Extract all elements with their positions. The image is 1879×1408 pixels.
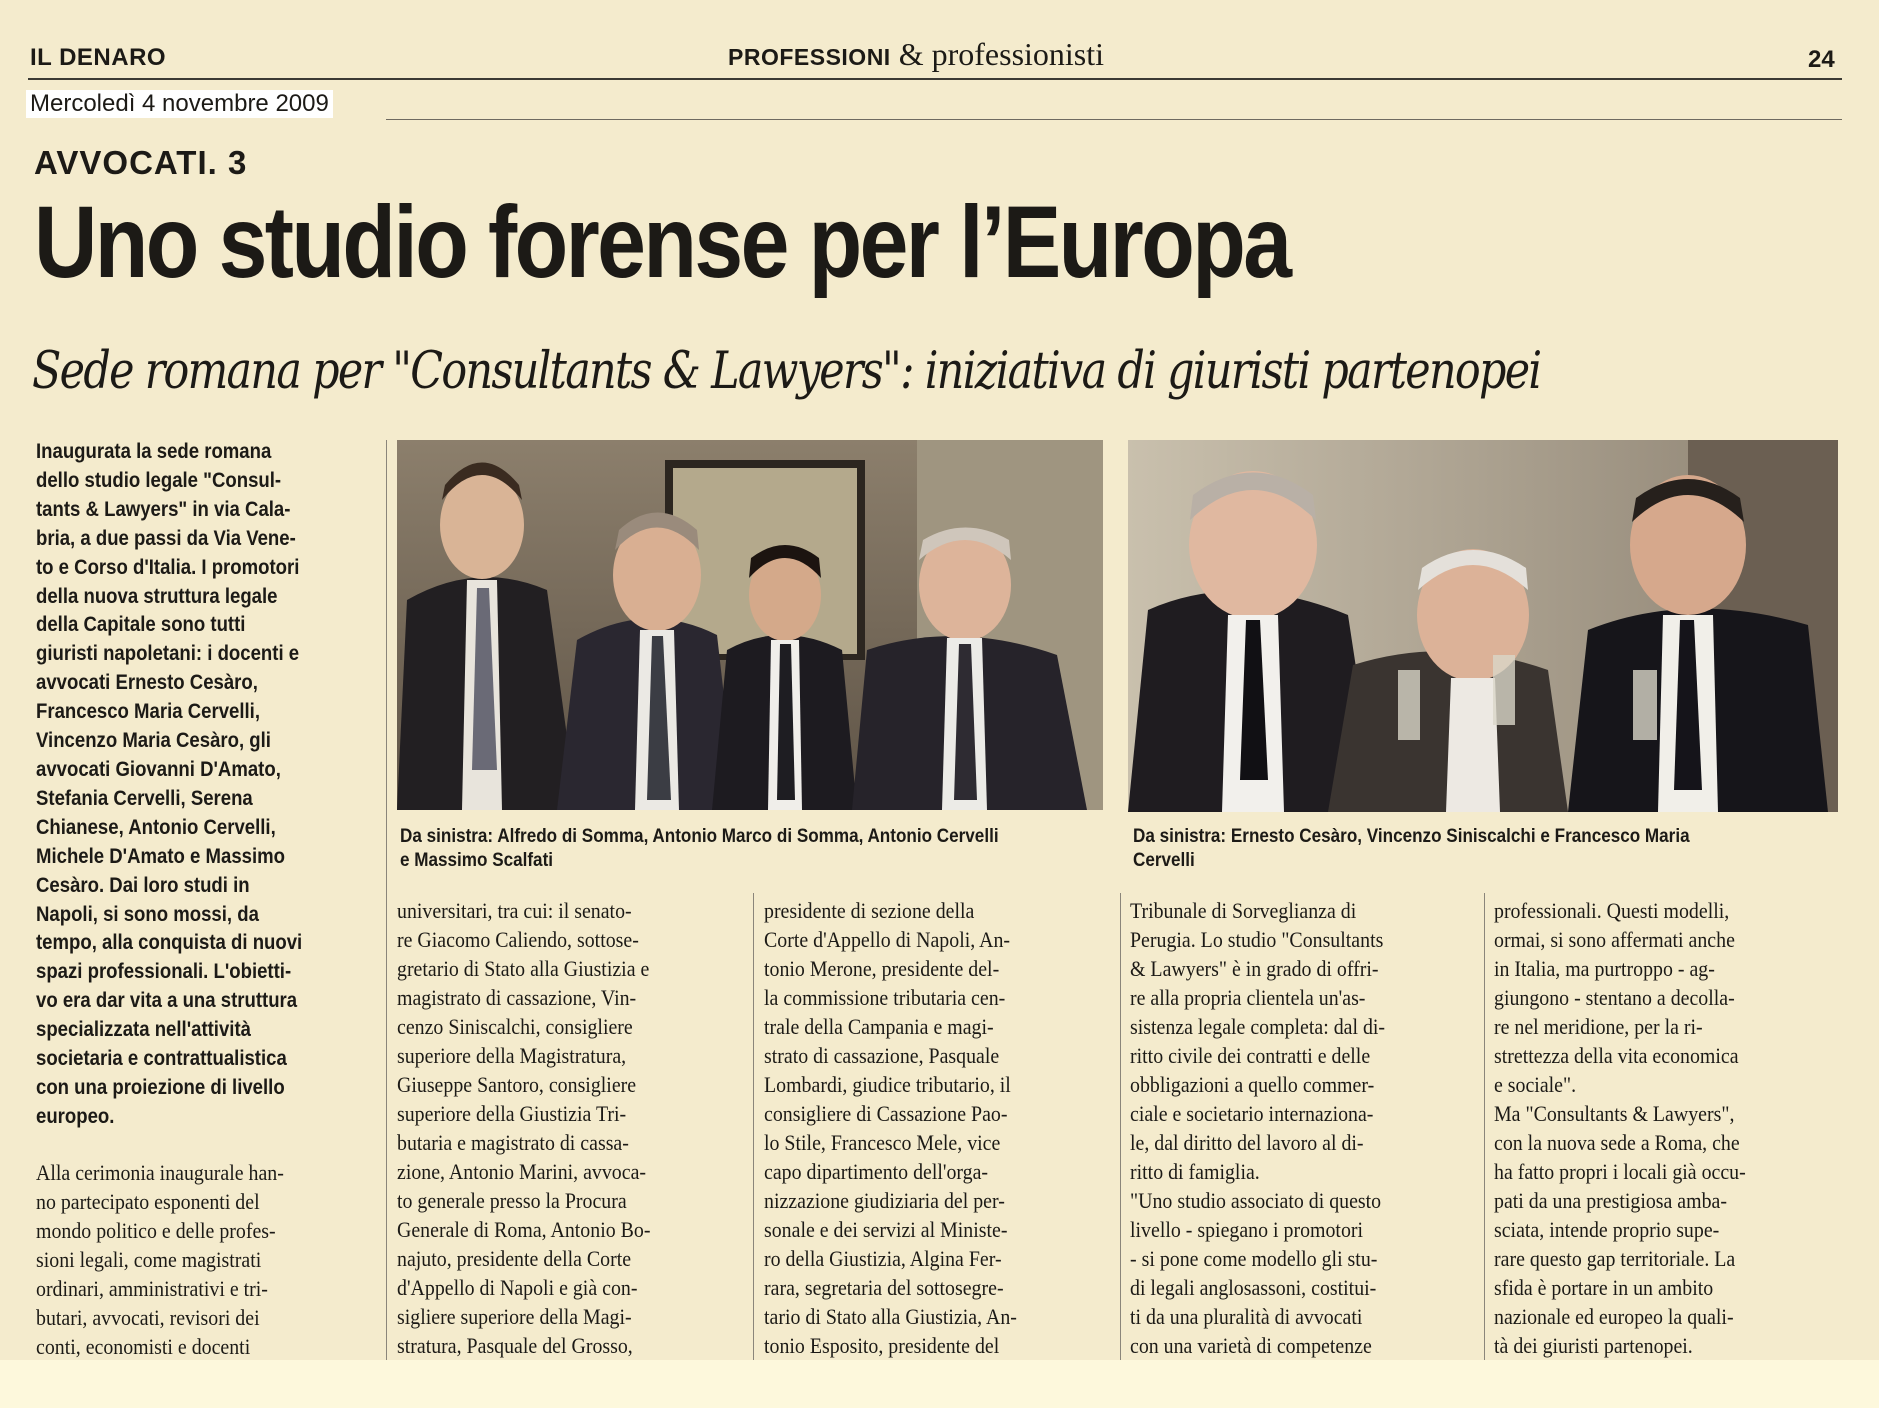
- text-line: - si pone come modello gli stu-: [1130, 1246, 1378, 1271]
- text-line: obbligazioni a quello commer-: [1130, 1072, 1375, 1097]
- text-line: presidente di sezione della: [764, 898, 975, 923]
- text-line: cenzo Siniscalchi, consigliere: [397, 1014, 633, 1039]
- text-line: strato di cassazione, Pasquale: [764, 1043, 1000, 1068]
- text-line: con la nuova sede a Roma, che: [1494, 1130, 1740, 1155]
- body-column-1: [36, 1158, 376, 1361]
- text-line: europeo.: [36, 1102, 115, 1128]
- caption-line: Da sinistra: Alfredo di Somma, Antonio Marco di Somma, Antonio Cervelli: [400, 826, 999, 847]
- text-line: superiore della Magistratura,: [397, 1043, 627, 1068]
- caption-line: Da sinistra: Ernesto Cesàro, Vincenzo Siniscalchi e Francesco Maria: [1133, 826, 1690, 847]
- text-line: sistenza legale completa: dal di-: [1130, 1014, 1386, 1039]
- text-line: butaria e magistrato di cassa-: [397, 1130, 629, 1155]
- body-column-2: [397, 896, 742, 1360]
- text-line: avvocati Giovanni D'Amato,: [36, 755, 281, 781]
- photo-caption-2: [1133, 825, 1843, 873]
- lead-paragraph: [36, 437, 376, 1131]
- text-line: d'Appello di Napoli e già con-: [397, 1275, 638, 1300]
- text-line: giuristi napoletani: i docenti e: [36, 640, 300, 666]
- text-line: Lombardi, giudice tributario, il: [764, 1072, 1011, 1097]
- text-line: mondo politico e delle profes-: [36, 1218, 276, 1243]
- text-line: spazi professionali. L'obietti-: [36, 958, 292, 984]
- text-line: tants & Lawyers" in via Cala-: [36, 495, 291, 521]
- text-line: la commissione tributaria cen-: [764, 985, 1006, 1010]
- text-line: ha fatto propri i locali già occu-: [1494, 1159, 1746, 1184]
- text-line: Perugia. Lo studio "Consultants: [1130, 927, 1384, 952]
- text-line: Stefania Cervelli, Serena: [36, 784, 253, 810]
- text-line: con una varietà di competenze: [1130, 1333, 1372, 1358]
- text-line: ormai, si sono affermati anche: [1494, 927, 1735, 952]
- text-line: Tribunale di Sorveglianza di: [1130, 898, 1357, 923]
- text-line: stratura, Pasquale del Grosso,: [397, 1333, 633, 1358]
- text-line: ciale e societario internaziona-: [1130, 1101, 1374, 1126]
- page-bottom-margin: [0, 1360, 1879, 1408]
- text-line: ro della Giustizia, Algina Fer-: [764, 1246, 1002, 1271]
- text-line: tario di Stato alla Giustizia, An-: [764, 1304, 1017, 1329]
- text-line: le, dal diritto del lavoro al di-: [1130, 1130, 1364, 1155]
- column-divider: [1120, 893, 1121, 1360]
- text-line: Ma "Consultants & Lawyers",: [1494, 1101, 1735, 1126]
- photo-group-1: [397, 440, 1103, 810]
- section-title: [728, 36, 1104, 73]
- text-line: tà dei giuristi partenopei.: [1494, 1333, 1693, 1358]
- text-line: butari, avvocati, revisori dei: [36, 1305, 260, 1330]
- text-line: Alla cerimonia inaugurale han-: [36, 1160, 284, 1185]
- text-line: sfida è portare in un ambito: [1494, 1275, 1714, 1300]
- text-line: nizzazione giudiziaria del per-: [764, 1188, 1005, 1213]
- text-line: livello - spiegano i promotori: [1130, 1217, 1364, 1242]
- caption-line: e Massimo Scalfati: [400, 850, 554, 871]
- text-line: avvocati Ernesto Cesàro,: [36, 669, 258, 695]
- text-line: gretario di Stato alla Giustizia e: [397, 956, 650, 981]
- text-line: specializzata nell'attività: [36, 1016, 251, 1042]
- text-line: rare questo gap territoriale. La: [1494, 1246, 1736, 1271]
- header-rule: [28, 78, 1842, 80]
- text-line: bria, a due passi da Via Vene-: [36, 524, 296, 550]
- text-line: di legali anglosassoni, costitui-: [1130, 1275, 1377, 1300]
- text-line: tempo, alla conquista di nuovi: [36, 929, 303, 955]
- text-line: sciata, intende proprio supe-: [1494, 1217, 1720, 1242]
- text-line: Napoli, si sono mossi, da: [36, 900, 259, 926]
- header-rule-secondary: [386, 119, 1842, 120]
- text-line: Corte d'Appello di Napoli, An-: [764, 927, 1011, 952]
- text-line: "Uno studio associato di questo: [1130, 1188, 1382, 1213]
- text-line: re nel meridione, per la ri-: [1494, 1014, 1703, 1039]
- text-line: to e Corso d'Italia. I promotori: [36, 553, 300, 579]
- text-line: zione, Antonio Marini, avvoca-: [397, 1159, 647, 1184]
- text-line: della Capitale sono tutti: [36, 611, 246, 637]
- column-divider: [1484, 893, 1485, 1360]
- text-line: sioni legali, come magistrati: [36, 1247, 262, 1272]
- text-line: in Italia, ma purtroppo - ag-: [1494, 956, 1715, 981]
- text-line: Francesco Maria Cervelli,: [36, 698, 261, 724]
- text-line: lo Stile, Francesco Mele, vice: [764, 1130, 1001, 1155]
- text-line: trale della Campania e magi-: [764, 1014, 994, 1039]
- photo-caption-1: [400, 825, 1120, 873]
- caption-line: Cervelli: [1133, 850, 1195, 871]
- text-line: ritto civile dei contratti e delle: [1130, 1043, 1371, 1068]
- section-title-bold: PROFESSIONI: [728, 44, 891, 70]
- article-headline: Uno studio forense per l’Europa: [34, 185, 1290, 299]
- text-line: Vincenzo Maria Cesàro, gli: [36, 727, 271, 753]
- text-line: Cesàro. Dai loro studi in: [36, 871, 250, 897]
- text-line: e sociale".: [1494, 1072, 1577, 1097]
- text-line: magistrato di cassazione, Vin-: [397, 985, 637, 1010]
- article-kicker: AVVOCATI. 3: [34, 144, 248, 181]
- section-title-rest: & professionisti: [890, 36, 1105, 72]
- text-line: re Giacomo Caliendo, sottose-: [397, 927, 639, 952]
- text-line: to generale presso la Procura: [397, 1188, 627, 1213]
- text-line: rara, segretaria del sottosegre-: [764, 1275, 1004, 1300]
- column-divider: [386, 440, 387, 1360]
- text-line: tonio Esposito, presidente del: [764, 1333, 1000, 1358]
- text-line: vo era dar vita a una struttura: [36, 987, 298, 1013]
- page-number: 24: [1808, 46, 1835, 73]
- text-line: Generale di Roma, Antonio Bo-: [397, 1217, 651, 1242]
- body-column-4: [1130, 896, 1475, 1360]
- text-line: ritto di famiglia.: [1130, 1159, 1260, 1184]
- text-line: capo dipartimento dell'orga-: [764, 1159, 989, 1184]
- text-line: sonale e dei servizi al Ministe-: [764, 1217, 1008, 1242]
- text-line: giungono - stentano a decolla-: [1494, 985, 1735, 1010]
- text-line: nazionale ed europeo la quali-: [1494, 1304, 1734, 1329]
- text-line: con una proiezione di livello: [36, 1073, 285, 1099]
- text-line: universitari, tra cui: il senato-: [397, 898, 632, 923]
- text-line: societaria e contrattualistica: [36, 1045, 287, 1071]
- text-line: superiore della Giustizia Tri-: [397, 1101, 627, 1126]
- text-line: della nuova struttura legale: [36, 582, 278, 608]
- text-line: Michele D'Amato e Massimo: [36, 842, 286, 868]
- text-line: ordinari, amministrativi e tri-: [36, 1276, 268, 1301]
- text-line: pati da una prestigiosa amba-: [1494, 1188, 1727, 1213]
- text-line: & Lawyers" è in grado di offri-: [1130, 956, 1379, 981]
- publication-date: Mercoledì 4 novembre 2009: [26, 90, 333, 118]
- text-line: najuto, presidente della Corte: [397, 1246, 632, 1271]
- column-divider: [753, 893, 754, 1360]
- text-line: sigliere superiore della Magi-: [397, 1304, 632, 1329]
- article-subhead: Sede romana per "Consultants & Lawyers": iniziativa di giuristi partenopei: [32, 342, 1541, 401]
- body-column-3: [764, 896, 1109, 1360]
- text-line: Giuseppe Santoro, consigliere: [397, 1072, 637, 1097]
- text-line: ti da una pluralità di avvocati: [1130, 1304, 1363, 1329]
- photo-group-2: [1128, 440, 1838, 812]
- text-line: conti, economisti e docenti: [36, 1334, 251, 1359]
- text-line: professionali. Questi modelli,: [1494, 898, 1730, 923]
- text-line: Chianese, Antonio Cervelli,: [36, 813, 276, 839]
- newspaper-name: IL DENARO: [30, 44, 167, 71]
- text-line: no partecipato esponenti del: [36, 1189, 260, 1214]
- text-line: Inaugurata la sede romana: [36, 438, 272, 463]
- text-line: strettezza della vita economica: [1494, 1043, 1739, 1068]
- text-line: re alla propria clientela un'as-: [1130, 985, 1366, 1010]
- text-line: dello studio legale "Consul-: [36, 466, 282, 492]
- body-column-5: [1494, 896, 1839, 1360]
- text-line: tonio Merone, presidente del-: [764, 956, 1000, 981]
- text-line: consigliere di Cassazione Pao-: [764, 1101, 1008, 1126]
